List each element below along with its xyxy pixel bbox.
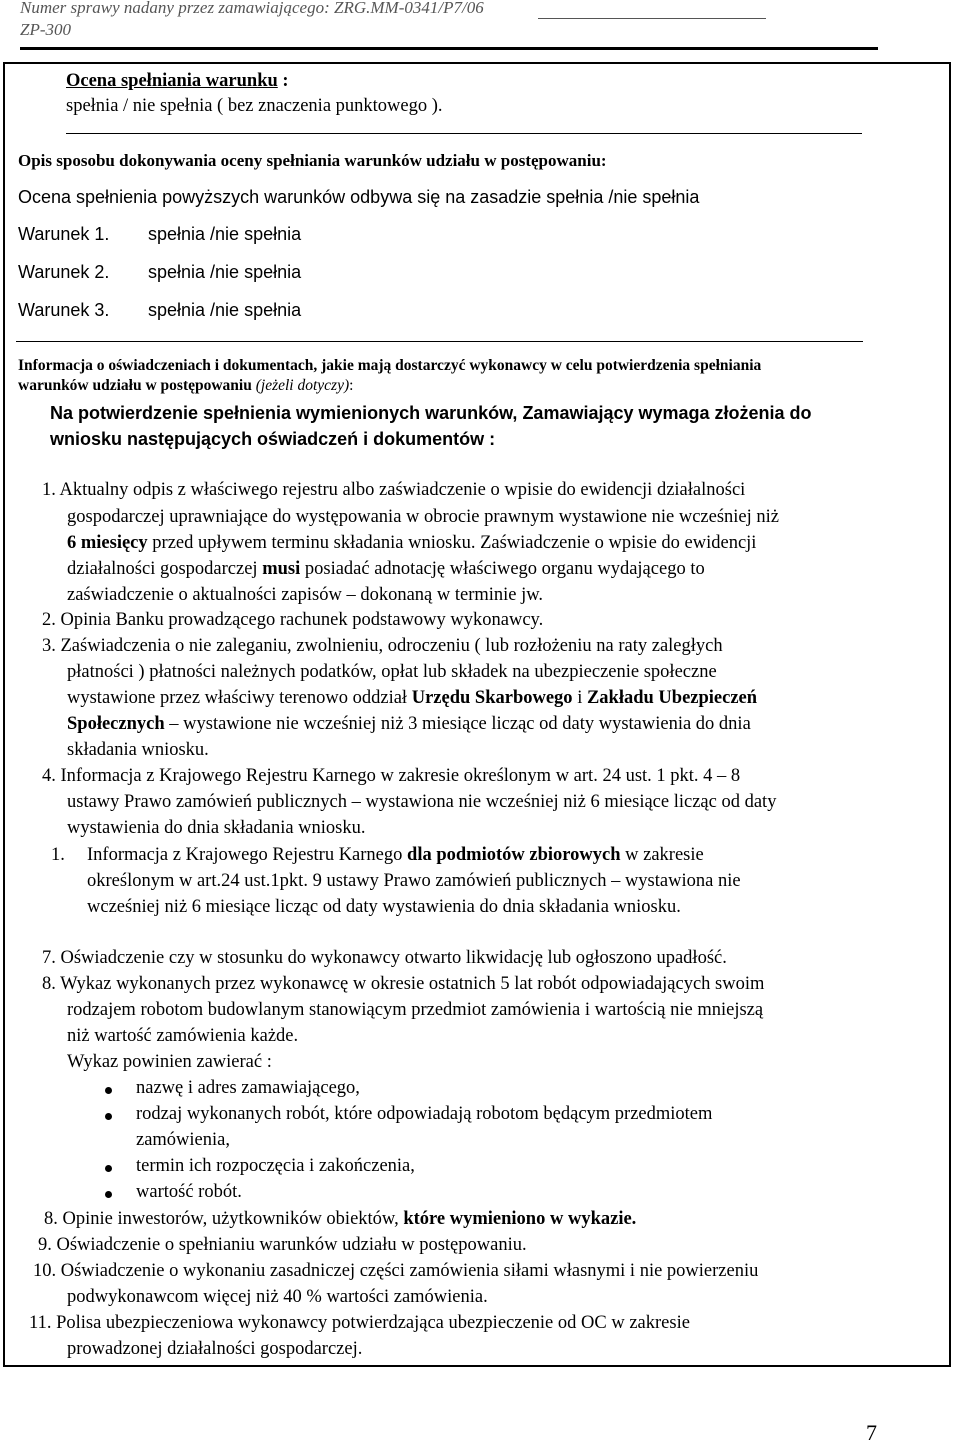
divider (16, 341, 863, 342)
method-heading: Opis sposobu dokonywania oceny spełniania warunków udziału w postępowaniu: (18, 151, 607, 170)
condition-3-value: spełnia /nie spełnia (148, 300, 302, 320)
bullet-icon (105, 1165, 112, 1172)
method-sentence: Ocena spełnienia powyższych warunków odbywa się na zasadzie spełnia /nie spełnia (18, 187, 700, 207)
bullet-item-4: wartość robót. (136, 1182, 242, 1202)
item-1-line-4-b: posiadać adnotację właściwego organu wydającego to (300, 559, 705, 579)
info-heading-2 (18, 377, 353, 395)
item-5-line-1 (87, 845, 704, 866)
bullet-icon (105, 1191, 112, 1198)
item-3-line-5: składania wniosku. (67, 740, 209, 760)
item-3-social-insurance: Zakładu Ubezpieczeń (586, 688, 758, 708)
header-rule (20, 47, 878, 50)
item-5-line-1-a: Informacja z Krajowego Rejestru Karnego (87, 845, 408, 865)
item-5-bold: dla podmiotów zbiorowych (407, 845, 621, 865)
item-1-line-4-bold: musi (262, 559, 301, 579)
item-8b-text: 8. Opinie inwestorów, użytkowników obiektów, (44, 1209, 404, 1229)
header-case-number: Numer sprawy nadany przez zamawiającego: ZRG.MM-0341/P7/06 (20, 0, 484, 17)
item-3-tax-office: Urzędu Skarbowego (411, 688, 573, 708)
bullet-item-3: termin ich rozpoczęcia i zakończenia, (136, 1156, 415, 1176)
item-5-line-1-b: w zakresie (620, 845, 704, 865)
divider (66, 133, 862, 134)
item-1-line-4-a: działalności gospodarczej (67, 559, 263, 579)
item-10-line-2: podwykonawcom więcej niż 40 % wartości zamówienia. (67, 1287, 488, 1307)
assessment-value: spełnia / nie spełnia ( bez znaczenia punktowego ). (66, 96, 443, 116)
info-heading-2-colon: : (349, 377, 354, 394)
assessment-colon: : (277, 71, 289, 91)
bullet-item-2: rodzaj wykonanych robót, które odpowiadają robotom będącym przedmiotem (136, 1104, 713, 1124)
info-intro-2: wniosku następujących oświadczeń i dokumentów : (50, 429, 496, 449)
item-3-line-4-bold: Społecznych (67, 714, 165, 734)
item-11-line-1: 11. Polisa ubezpieczeniowa wykonawcy potwierdzająca ubezpieczenie od OC w zakresie (29, 1313, 690, 1333)
bullet-item-2-cont: zamówienia, (136, 1130, 230, 1150)
item-5-line-2: określonym w art.24 ust.1pkt. 9 ustawy Prawo zamówień publicznych – wystawiona nie (87, 871, 741, 891)
item-11-line-2: prowadzonej działalności gospodarczej. (67, 1339, 363, 1359)
item-10-line-1: 10. Oświadczenie o wykonaniu zasadniczej części zamówienia siłami własnymi i nie powierzeniu (33, 1261, 759, 1281)
bullet-icon (105, 1113, 112, 1120)
item-1-line-5: zaświadczenie o aktualności zapisów – dokonaną w terminie jw. (67, 585, 544, 605)
bullet-icon (105, 1087, 112, 1094)
item-8a-line-3: niż wartość zamówienia każde. (67, 1026, 299, 1046)
item-9: 9. Oświadczenie o spełnianiu warunków udziału w postępowaniu. (38, 1235, 527, 1255)
info-heading-2-bold: warunków udziału w postępowaniu (18, 377, 252, 394)
item-8a-line-1: 8. Wykaz wykonanych przez wykonawcę w okresie ostatnich 5 lat robót odpowiadających swoim (42, 974, 765, 994)
bullet-item-1: nazwę i adres zamawiającego, (136, 1078, 360, 1098)
item-1-line-1: 1. Aktualny odpis z właściwego rejestru albo zaświadczenie o wpisie do ewidencji działalności (42, 480, 746, 500)
item-3-line-3-mid: i (572, 688, 587, 708)
item-4-line-1: 4. Informacja z Krajowego Rejestru Karnego w zakresie określonym w art. 24 ust. 1 pkt. 4 – 8 (42, 766, 741, 786)
item-5-number: 1. (51, 845, 65, 865)
item-4-line-2: ustawy Prawo zamówień publicznych – wystawiona nie wcześniej niż 6 miesiące licząc od daty (67, 792, 777, 812)
info-heading-1: Informacja o oświadczeniach i dokumentach, jakie mają dostarczyć wykonawcy w celu potwierdzenia spełniania (18, 357, 762, 374)
item-3-line-3-a: wystawione przez właściwy terenowo oddział (67, 688, 412, 708)
item-8a-line-2: rodzajem robotom budowlanym stanowiącym przedmiot zamówienia i wartością nie mniejszą (67, 1000, 764, 1020)
item-3-line-3 (67, 688, 757, 709)
item-5-line-3: wcześniej niż 6 miesiące licząc od daty wystawienia do dnia składania wniosku. (87, 897, 681, 917)
item-1-line-2: gospodarczej uprawniające do występowania w obrocie prawnym wystawione nie wcześniej niż (67, 507, 779, 527)
assessment-title: Ocena spełniania warunku (66, 71, 278, 91)
condition-3-label: Warunek 3. (18, 300, 110, 320)
header-underline (538, 18, 766, 19)
item-3-line-2: płatności ) płatności należnych podatków, opłat lub składek na ubezpieczenie społeczne (67, 662, 717, 682)
condition-2-value: spełnia /nie spełnia (148, 262, 302, 282)
condition-1-value: spełnia /nie spełnia (148, 224, 302, 244)
info-heading-2-italic: (jeżeli dotyczy) (251, 377, 350, 394)
item-7: 7. Oświadczenie czy w stosunku do wykonawcy otwarto likwidację lub ogłoszono upadłość. (42, 948, 727, 968)
page-number: 7 (866, 1420, 877, 1445)
item-1-bold: 6 miesięcy (67, 533, 148, 553)
condition-2-label: Warunek 2. (18, 262, 110, 282)
item-2: 2. Opinia Banku prowadzącego rachunek podstawowy wykonawcy. (42, 610, 544, 630)
item-8a-line-4: Wykaz powinien zawierać : (67, 1052, 272, 1072)
item-3-line-4-rest: – wystawione nie wcześniej niż 3 miesiące licząc od daty wystawienia do dnia (164, 714, 751, 734)
item-3-line-1: 3. Zaświadczenia o nie zaleganiu, zwolnieniu, odroczeniu ( lub rozłożeniu na raty zaległych (42, 636, 723, 656)
item-8b (44, 1209, 636, 1230)
item-8b-bold: które wymieniono w wykazie. (403, 1209, 637, 1229)
item-1-line-4 (67, 559, 705, 580)
item-1-line-3 (67, 533, 756, 554)
condition-1-label: Warunek 1. (18, 224, 110, 244)
info-intro-1: Na potwierdzenie spełnienia wymienionych warunków, Zamawiający wymaga złożenia do (50, 403, 812, 423)
item-3-line-4 (67, 714, 751, 735)
item-4-line-3: wystawienia do dnia składania wniosku. (67, 818, 366, 838)
header-zp: ZP-300 (20, 20, 71, 39)
item-1-line-3-rest: przed upływem terminu składania wniosku. Zaświadczenie o wpisie do ewidencji (147, 533, 757, 553)
assessment-title-line (66, 71, 289, 92)
